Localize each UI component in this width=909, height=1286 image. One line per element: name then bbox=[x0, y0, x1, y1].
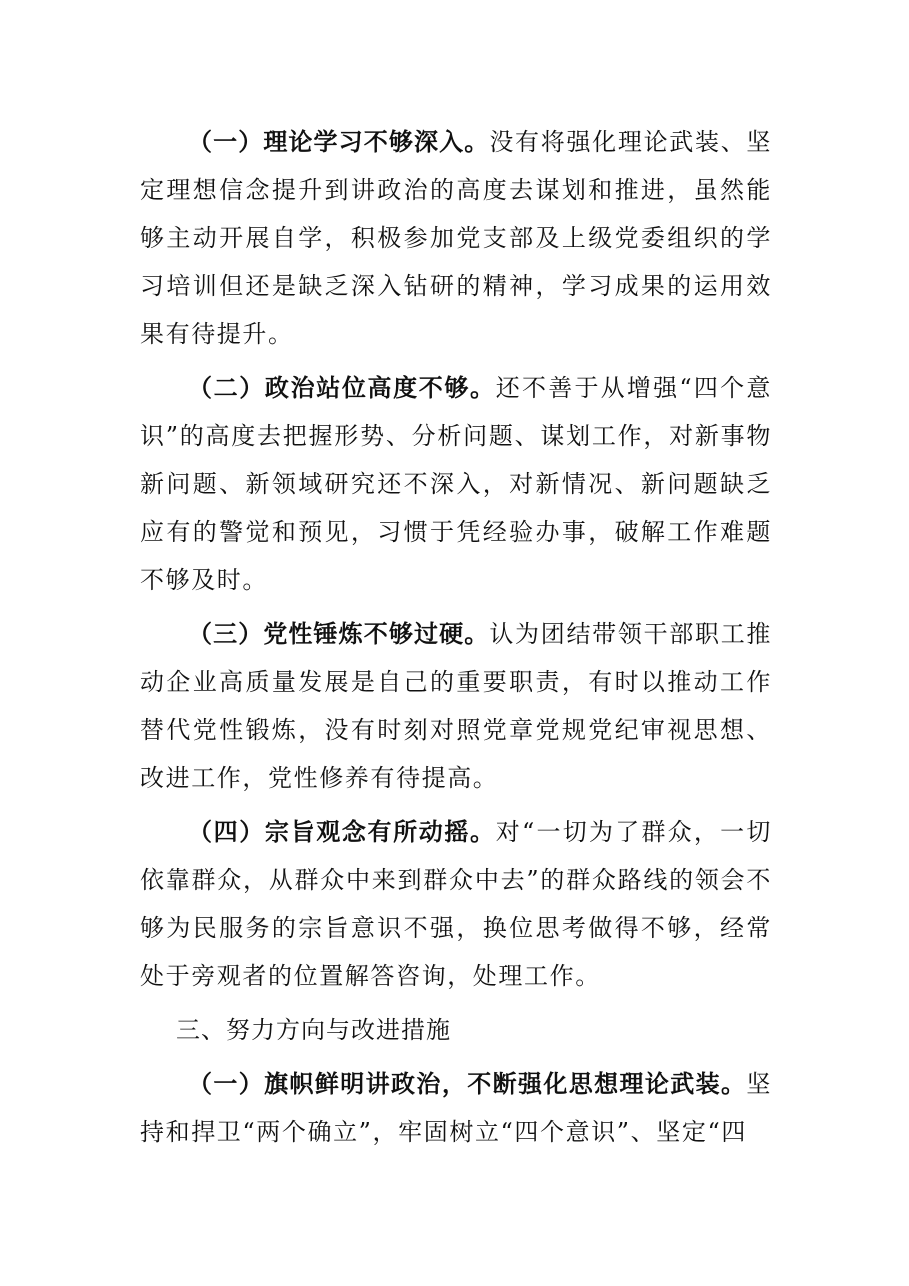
document-body bbox=[140, 118, 772, 1162]
paragraph-text: 坚持和捍卫“两个确立”，牢固树立“四个意识”、坚定“四 bbox=[140, 1070, 772, 1146]
paragraph-heading: （二）政治站位高度不够。 bbox=[188, 374, 496, 402]
paragraph-purpose-concept bbox=[140, 808, 772, 1000]
paragraph-talk-politics bbox=[140, 1060, 772, 1156]
paragraph-text: 对“一切为了群众，一切依靠群众，从群众中来到群众中去”的群众路线的领会不够为民服务的宗旨意识不强，换位思考做得不够，经常处于旁观者的位置解答咨询，处理工作。 bbox=[140, 818, 773, 990]
paragraph-heading: （一）理论学习不够深入。 bbox=[188, 128, 490, 156]
paragraph-heading: （四）宗旨观念有所动摇。 bbox=[188, 818, 496, 846]
section-heading: 三、努力方向与改进措施 bbox=[176, 1016, 451, 1044]
paragraph-text: 没有将强化理论武装、坚定理想信念提升到讲政治的高度去谋划和推进，虽然能够主动开展自学，积极参加党支部及上级党委组织的学习培训但还是缺乏深入钻研的精神，学习成果的运用效果有待提升。 bbox=[140, 128, 772, 348]
paragraph-heading: （一）旗帜鲜明讲政治，不断强化思想理论武装。 bbox=[188, 1070, 747, 1098]
paragraph-text: 还不善于从增强“四个意识”的高度去把握形势、分析问题、谋划工作，对新事物新问题、新领域研究还不深入，对新情况、新问题缺乏应有的警觉和预见，习惯于凭经验办事，破解工作难题不够及时。 bbox=[140, 374, 773, 594]
paragraph-party-spirit bbox=[140, 610, 772, 802]
paragraph-text: 认为团结带领干部职工推动企业高质量发展是自己的重要职责，有时以推动工作替代党性锻炼，没有时刻对照党章党规党纪审视思想、改进工作，党性修养有待提高。 bbox=[140, 620, 772, 792]
paragraph-heading: （三）党性锤炼不够过硬。 bbox=[188, 620, 490, 648]
paragraph-theory-study bbox=[140, 118, 772, 358]
paragraph-political-stance bbox=[140, 364, 772, 604]
